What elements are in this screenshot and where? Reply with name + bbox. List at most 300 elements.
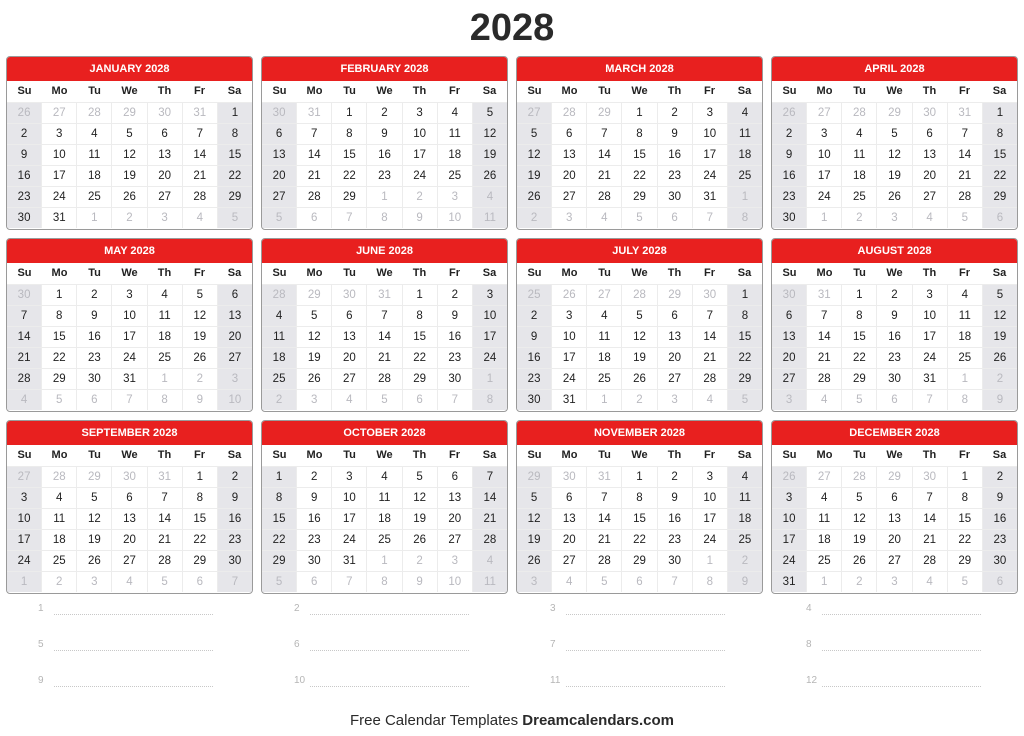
- day-cell: 20: [657, 347, 692, 368]
- day-cell: 1: [692, 550, 727, 571]
- day-cell: 24: [7, 550, 41, 571]
- day-cell: 7: [586, 123, 621, 144]
- week-row: [7, 550, 252, 571]
- day-cell: 24: [806, 186, 841, 207]
- day-cell: 13: [876, 508, 911, 529]
- day-cell: 17: [806, 165, 841, 186]
- day-cell: 14: [472, 487, 507, 508]
- day-cell: 5: [111, 123, 146, 144]
- day-cell: 30: [982, 550, 1017, 571]
- day-cell: 6: [147, 123, 182, 144]
- day-cell: 4: [366, 466, 401, 487]
- day-cell: 31: [331, 550, 366, 571]
- day-cell: 7: [331, 207, 366, 228]
- day-cell: 11: [727, 123, 762, 144]
- day-cell: 13: [217, 305, 252, 326]
- day-cell: 19: [876, 165, 911, 186]
- day-cell: 13: [912, 144, 947, 165]
- weekday-label: Su: [272, 85, 287, 97]
- weekday-label: Th: [667, 85, 682, 97]
- weekday-label: Mo: [816, 85, 833, 97]
- day-cell: 11: [472, 207, 507, 228]
- weekday-header-row: [517, 81, 762, 102]
- weekday-label: Su: [782, 267, 797, 279]
- week-row: [7, 508, 252, 529]
- day-cell: 29: [657, 284, 692, 305]
- week-row: [262, 347, 507, 368]
- day-cell: 10: [402, 123, 437, 144]
- day-cell: 15: [621, 144, 656, 165]
- day-cell: 17: [402, 144, 437, 165]
- month-header: APRIL 2028: [772, 57, 1017, 81]
- day-cell: 27: [551, 550, 586, 571]
- weekday-label: Th: [667, 267, 682, 279]
- day-cell: 4: [806, 487, 841, 508]
- week-row: [517, 508, 762, 529]
- day-cell: 11: [147, 305, 182, 326]
- note-number: 9: [38, 675, 44, 686]
- weekday-label: Fr: [959, 85, 970, 97]
- week-row: [517, 207, 762, 228]
- day-cell: 7: [692, 207, 727, 228]
- month-header: SEPTEMBER 2028: [7, 421, 252, 445]
- week-row: [262, 102, 507, 123]
- weekday-label: Mo: [561, 85, 578, 97]
- note-line-item: [38, 673, 213, 687]
- weekday-label: Su: [527, 449, 542, 461]
- day-cell: 5: [947, 571, 982, 592]
- day-cell: 19: [982, 326, 1017, 347]
- day-cell: 27: [41, 102, 76, 123]
- day-cell: 6: [551, 123, 586, 144]
- day-cell: 5: [621, 305, 656, 326]
- week-row: [7, 165, 252, 186]
- day-cell: 17: [41, 165, 76, 186]
- day-cell: 22: [982, 165, 1017, 186]
- day-cell: 20: [147, 165, 182, 186]
- day-cell: 8: [841, 305, 876, 326]
- weekday-label: Th: [922, 449, 937, 461]
- month-header: MAY 2028: [7, 239, 252, 263]
- day-cell: 5: [217, 207, 252, 228]
- weekday-label: Sa: [482, 85, 497, 97]
- week-row: [262, 529, 507, 550]
- day-cell: 7: [437, 389, 472, 410]
- day-cell: 26: [982, 347, 1017, 368]
- weekday-label: Sa: [737, 449, 752, 461]
- day-cell: 3: [147, 207, 182, 228]
- day-cell: 3: [692, 466, 727, 487]
- day-cell: 9: [76, 305, 111, 326]
- day-cell: 2: [517, 305, 551, 326]
- weekday-label: We: [376, 449, 393, 461]
- day-cell: 18: [841, 165, 876, 186]
- weekday-label: Su: [17, 85, 32, 97]
- day-cell: 5: [517, 487, 551, 508]
- day-cell: 16: [76, 326, 111, 347]
- day-cell: 3: [551, 305, 586, 326]
- day-cell: 23: [657, 165, 692, 186]
- day-cell: 1: [586, 389, 621, 410]
- day-cell: 8: [366, 571, 401, 592]
- day-cell: 1: [841, 284, 876, 305]
- weekday-label: Th: [922, 267, 937, 279]
- day-cell: 18: [76, 165, 111, 186]
- day-cell: 3: [692, 102, 727, 123]
- day-cell: 29: [876, 466, 911, 487]
- day-cell: 1: [947, 466, 982, 487]
- note-number: 10: [294, 675, 306, 686]
- note-line-item: [806, 673, 981, 687]
- day-cell: 2: [217, 466, 252, 487]
- day-cell: 6: [772, 305, 806, 326]
- weekday-label: Sa: [737, 267, 752, 279]
- day-cell: 9: [366, 123, 401, 144]
- day-cell: 29: [841, 368, 876, 389]
- day-cell: 29: [402, 368, 437, 389]
- day-cell: 16: [657, 144, 692, 165]
- day-cell: 11: [437, 123, 472, 144]
- day-cell: 3: [876, 571, 911, 592]
- day-cell: 5: [41, 389, 76, 410]
- day-cell: 8: [621, 123, 656, 144]
- day-cell: 30: [692, 284, 727, 305]
- week-row: [7, 466, 252, 487]
- day-cell: 31: [586, 466, 621, 487]
- weekday-label: Th: [922, 85, 937, 97]
- day-cell: 23: [366, 165, 401, 186]
- day-cell: 10: [806, 144, 841, 165]
- day-cell: 25: [586, 368, 621, 389]
- page-title: 2028: [469, 7, 555, 49]
- day-cell: 18: [806, 529, 841, 550]
- day-cell: 12: [982, 305, 1017, 326]
- day-cell: 14: [182, 144, 217, 165]
- day-cell: 2: [727, 550, 762, 571]
- day-cell: 9: [876, 305, 911, 326]
- day-cell: 2: [296, 466, 331, 487]
- day-cell: 25: [366, 529, 401, 550]
- day-cell: 13: [551, 508, 586, 529]
- day-cell: 4: [912, 207, 947, 228]
- weekday-label: Tu: [598, 449, 611, 461]
- month-calendar: [771, 56, 1018, 230]
- day-cell: 28: [76, 102, 111, 123]
- day-cell: 30: [147, 102, 182, 123]
- day-cell: 9: [982, 389, 1017, 410]
- day-cell: 15: [621, 508, 656, 529]
- dotted-line: [566, 679, 725, 687]
- day-cell: 22: [727, 347, 762, 368]
- month-calendar: [771, 238, 1018, 412]
- week-row: [517, 550, 762, 571]
- day-cell: 6: [876, 487, 911, 508]
- day-cell: 13: [331, 326, 366, 347]
- day-cell: 27: [657, 368, 692, 389]
- day-cell: 29: [41, 368, 76, 389]
- weekday-label: Tu: [88, 267, 101, 279]
- day-cell: 26: [472, 165, 507, 186]
- day-cell: 3: [296, 389, 331, 410]
- weekday-label: Th: [157, 85, 172, 97]
- day-cell: 18: [366, 508, 401, 529]
- day-cell: 22: [331, 165, 366, 186]
- day-cell: 23: [517, 368, 551, 389]
- day-cell: 18: [727, 144, 762, 165]
- week-row: [7, 326, 252, 347]
- day-cell: 4: [147, 284, 182, 305]
- day-cell: 29: [727, 368, 762, 389]
- day-cell: 30: [76, 368, 111, 389]
- month-header: JULY 2028: [517, 239, 762, 263]
- day-cell: 25: [41, 550, 76, 571]
- week-row: [262, 550, 507, 571]
- day-cell: 25: [517, 284, 551, 305]
- note-line-item: [294, 673, 469, 687]
- day-cell: 22: [947, 529, 982, 550]
- day-cell: 11: [841, 144, 876, 165]
- day-cell: 3: [912, 284, 947, 305]
- weekday-label: Th: [157, 267, 172, 279]
- day-cell: 7: [366, 305, 401, 326]
- day-cell: 2: [402, 186, 437, 207]
- weekday-header-row: [262, 263, 507, 284]
- dotted-line: [54, 607, 213, 615]
- dotted-line: [822, 607, 981, 615]
- note-line-item: [806, 637, 981, 651]
- day-cell: 10: [41, 144, 76, 165]
- day-cell: 15: [841, 326, 876, 347]
- day-cell: 28: [262, 284, 296, 305]
- month-calendar: [516, 238, 763, 412]
- day-cell: 3: [111, 284, 146, 305]
- day-cell: 16: [366, 144, 401, 165]
- day-cell: 1: [366, 186, 401, 207]
- day-cell: 20: [876, 529, 911, 550]
- week-row: [517, 487, 762, 508]
- day-cell: 24: [912, 347, 947, 368]
- day-cell: 3: [402, 102, 437, 123]
- day-cell: 15: [727, 326, 762, 347]
- week-row: [262, 284, 507, 305]
- weekday-label: Su: [782, 85, 797, 97]
- day-cell: 6: [262, 123, 296, 144]
- day-cell: 28: [182, 186, 217, 207]
- day-cell: 1: [147, 368, 182, 389]
- day-cell: 15: [982, 144, 1017, 165]
- day-cell: 2: [402, 550, 437, 571]
- day-cell: 18: [147, 326, 182, 347]
- weekday-label: Fr: [704, 449, 715, 461]
- day-cell: 26: [182, 347, 217, 368]
- week-row: [517, 326, 762, 347]
- day-cell: 21: [912, 529, 947, 550]
- day-cell: 10: [437, 571, 472, 592]
- day-cell: 5: [586, 571, 621, 592]
- note-line-item: [550, 601, 725, 615]
- day-cell: 10: [772, 508, 806, 529]
- day-cell: 11: [806, 508, 841, 529]
- day-cell: 20: [217, 326, 252, 347]
- day-cell: 22: [41, 347, 76, 368]
- day-cell: 25: [76, 186, 111, 207]
- month-calendar: [6, 238, 253, 412]
- day-cell: 2: [111, 207, 146, 228]
- week-row: [7, 144, 252, 165]
- note-number: 7: [550, 639, 556, 650]
- day-cell: 1: [182, 466, 217, 487]
- weekday-label: Su: [17, 267, 32, 279]
- week-row: [772, 165, 1017, 186]
- week-row: [517, 368, 762, 389]
- day-cell: 27: [7, 466, 41, 487]
- week-row: [517, 102, 762, 123]
- day-cell: 16: [296, 508, 331, 529]
- weekday-label: Mo: [51, 449, 68, 461]
- note-line-item: [294, 637, 469, 651]
- day-cell: 9: [727, 571, 762, 592]
- day-cell: 5: [472, 102, 507, 123]
- week-row: [772, 571, 1017, 592]
- week-row: [517, 389, 762, 410]
- week-row: [262, 508, 507, 529]
- day-cell: 27: [772, 368, 806, 389]
- weekday-label: Tu: [853, 449, 866, 461]
- day-cell: 29: [182, 550, 217, 571]
- day-cell: 10: [692, 487, 727, 508]
- day-cell: 24: [472, 347, 507, 368]
- month-calendar: [261, 420, 508, 594]
- day-cell: 25: [727, 529, 762, 550]
- day-cell: 2: [262, 389, 296, 410]
- week-row: [7, 347, 252, 368]
- day-cell: 25: [841, 186, 876, 207]
- weekday-label: Sa: [227, 267, 242, 279]
- day-cell: 2: [517, 207, 551, 228]
- day-cell: 27: [586, 284, 621, 305]
- month-header: DECEMBER 2028: [772, 421, 1017, 445]
- day-cell: 2: [876, 284, 911, 305]
- day-cell: 30: [517, 389, 551, 410]
- weekday-label: Sa: [227, 85, 242, 97]
- day-cell: 22: [217, 165, 252, 186]
- day-cell: 5: [147, 571, 182, 592]
- day-cell: 10: [217, 389, 252, 410]
- day-cell: 20: [772, 347, 806, 368]
- weekday-label: Mo: [51, 85, 68, 97]
- week-row: [517, 347, 762, 368]
- day-cell: 3: [517, 571, 551, 592]
- day-cell: 8: [982, 123, 1017, 144]
- day-cell: 23: [296, 529, 331, 550]
- day-cell: 10: [472, 305, 507, 326]
- day-cell: 7: [182, 123, 217, 144]
- weekday-label: We: [121, 449, 138, 461]
- week-row: [262, 368, 507, 389]
- day-cell: 12: [76, 508, 111, 529]
- day-cell: 29: [262, 550, 296, 571]
- day-cell: 13: [262, 144, 296, 165]
- day-cell: 16: [982, 508, 1017, 529]
- day-cell: 4: [262, 305, 296, 326]
- day-cell: 2: [657, 102, 692, 123]
- day-cell: 24: [692, 165, 727, 186]
- day-cell: 4: [472, 186, 507, 207]
- day-cell: 5: [262, 207, 296, 228]
- day-cell: 4: [76, 123, 111, 144]
- day-cell: 24: [772, 550, 806, 571]
- note-number: 1: [38, 603, 44, 614]
- day-cell: 19: [76, 529, 111, 550]
- day-cell: 16: [7, 165, 41, 186]
- day-cell: 2: [7, 123, 41, 144]
- day-cell: 23: [982, 529, 1017, 550]
- day-cell: 30: [912, 466, 947, 487]
- day-cell: 14: [296, 144, 331, 165]
- weekday-label: Fr: [194, 85, 205, 97]
- day-cell: 6: [912, 123, 947, 144]
- day-cell: 14: [7, 326, 41, 347]
- day-cell: 12: [517, 144, 551, 165]
- day-cell: 6: [876, 389, 911, 410]
- day-cell: 9: [402, 207, 437, 228]
- day-cell: 4: [331, 389, 366, 410]
- day-cell: 27: [517, 102, 551, 123]
- day-cell: 27: [876, 550, 911, 571]
- week-row: [517, 305, 762, 326]
- week-row: [772, 529, 1017, 550]
- day-cell: 9: [7, 144, 41, 165]
- week-row: [7, 186, 252, 207]
- day-cell: 17: [551, 347, 586, 368]
- day-cell: 18: [586, 347, 621, 368]
- day-cell: 20: [111, 529, 146, 550]
- day-cell: 3: [7, 487, 41, 508]
- month-header: OCTOBER 2028: [262, 421, 507, 445]
- weekday-header-row: [517, 445, 762, 466]
- day-cell: 25: [806, 550, 841, 571]
- day-cell: 28: [296, 186, 331, 207]
- day-cell: 3: [41, 123, 76, 144]
- week-row: [772, 207, 1017, 228]
- day-cell: 26: [76, 550, 111, 571]
- weekday-label: We: [631, 449, 648, 461]
- day-cell: 13: [772, 326, 806, 347]
- day-cell: 2: [841, 207, 876, 228]
- day-cell: 29: [76, 466, 111, 487]
- day-cell: 1: [727, 284, 762, 305]
- month-calendar: [771, 420, 1018, 594]
- weekday-header-row: [772, 445, 1017, 466]
- day-cell: 6: [657, 305, 692, 326]
- day-cell: 14: [586, 508, 621, 529]
- day-cell: 29: [947, 550, 982, 571]
- day-cell: 14: [692, 326, 727, 347]
- day-cell: 7: [586, 487, 621, 508]
- note-number: 5: [38, 639, 44, 650]
- day-cell: 18: [437, 144, 472, 165]
- day-cell: 3: [331, 466, 366, 487]
- day-cell: 5: [876, 123, 911, 144]
- day-cell: 11: [76, 144, 111, 165]
- day-cell: 28: [621, 284, 656, 305]
- week-row: [772, 550, 1017, 571]
- day-cell: 31: [692, 186, 727, 207]
- day-cell: 1: [806, 571, 841, 592]
- day-cell: 6: [982, 207, 1017, 228]
- day-cell: 8: [262, 487, 296, 508]
- weekday-label: Mo: [561, 267, 578, 279]
